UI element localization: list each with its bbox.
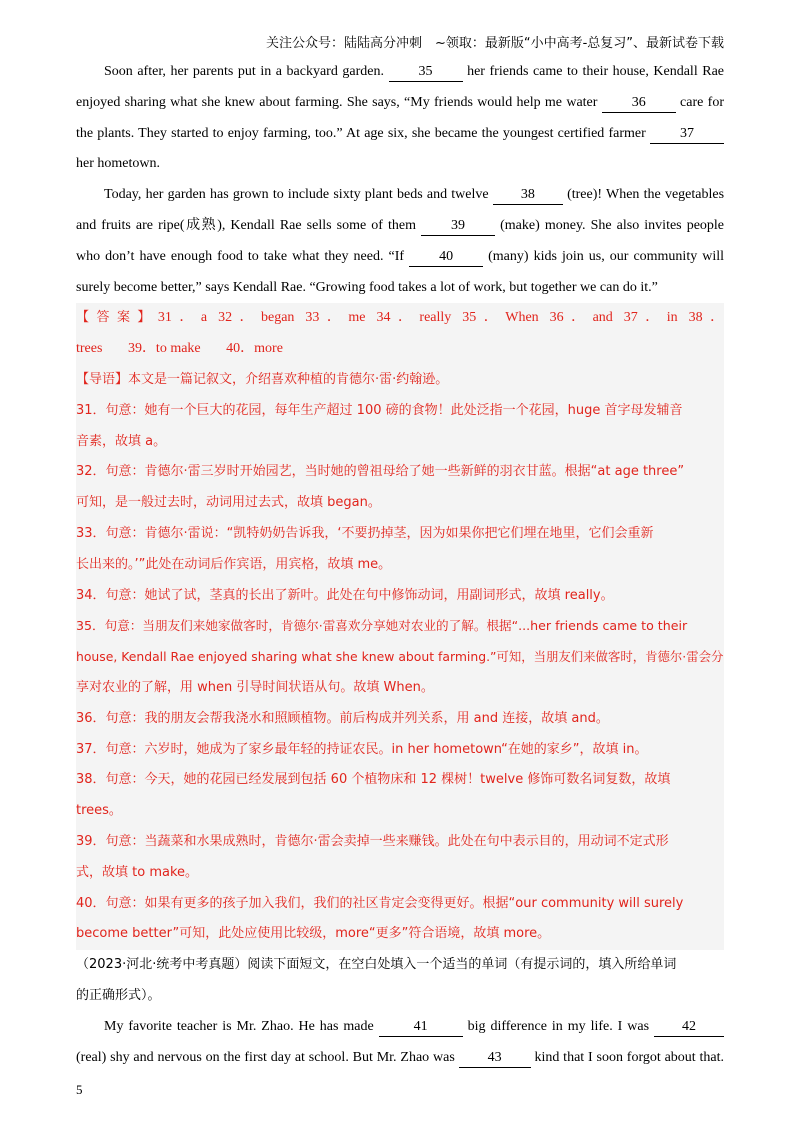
- answer-line: trees 39．to make 40．more: [76, 341, 283, 357]
- answer-line: 【答案】31．a 32．began 33．me 34．really 35．When 36．and 37．in 38．: [76, 310, 725, 326]
- guide-line: 【导语】本文是一篇记叙文，介绍喜欢种植的肯德尔·雷·约翰逊。: [76, 371, 449, 387]
- passage-line: her hometown.: [76, 156, 160, 172]
- instruction-line: （2023·河北·统考中考真题）阅读下面短文，在空白处填入一个适当的单词（有提示词的，填入所给单词: [76, 957, 677, 973]
- instruction-line: 的正确形式）。: [76, 987, 161, 1003]
- blank-36[interactable]: 36: [602, 94, 676, 113]
- explain-line: 31．句意：她有一个巨大的花园，每年生产超过 100 磅的食物！此处泛指一个花园，huge 首字母发辅音: [76, 402, 683, 418]
- explain-line: 40．句意：如果有更多的孩子加入我们，我们的社区肯定会变得更好。根据“our community will surely: [76, 895, 684, 911]
- answer-section: [76, 303, 724, 950]
- explain-line: 35．句意：当朋友们来她家做客时，肯德尔·雷喜欢分享她对农业的了解。根据“...her friends came to their: [76, 618, 688, 634]
- blank-38[interactable]: 38: [493, 186, 563, 205]
- explain-line: 38．句意：今天，她的花园已经发展到包括 60 个植物床和 12 棵树！twelve 修饰可数名词复数，故填: [76, 772, 671, 788]
- explain-line: 可知，是一般过去时，动词用过去式，故填 began。: [76, 495, 381, 511]
- blank-41[interactable]: 41: [379, 1018, 463, 1037]
- explain-line: 32．句意：肯德尔·雷三岁时开始园艺，当时她的曾祖母给了她一些新鲜的羽衣甘蓝。根据“at age three”: [76, 464, 685, 480]
- explain-line: 式，故填 to make。: [76, 864, 199, 880]
- explain-line: become better”可知，此处应使用比较级，more“更多”符合语境，故填 more。: [76, 926, 551, 942]
- blank-35[interactable]: 35: [389, 63, 463, 82]
- document-body: [76, 57, 724, 1073]
- explain-line: 34．句意：她试了试，茎真的长出了新叶。此处在句中修饰动词，用副词形式，故填 really。: [76, 587, 614, 603]
- passage-line: My favorite teacher is Mr. Zhao. He has made 41 big difference in my life. I was 42: [76, 1012, 724, 1043]
- explain-line: trees。: [76, 803, 122, 819]
- passage-line: who don’t have enough food to take what they need. “If 40 (many) kids join us, our community will: [76, 242, 724, 273]
- passage-line: Soon after, her parents put in a backyard garden. 35 her friends came to their house, Kendall Rae: [76, 57, 724, 88]
- explain-line: 享对农业的了解，用 when 引导时间状语从句。故填 When。: [76, 679, 434, 695]
- explain-line: 33．句意：肯德尔·雷说：“凯特奶奶告诉我，‘不要扔掉茎，因为如果你把它们埋在地里，它们会重新: [76, 525, 654, 541]
- passage-line: (real) shy and nervous on the first day at school. But Mr. Zhao was 43 kind that I soon forgot about that.: [76, 1043, 724, 1074]
- page-header: 关注公众号：陆陆高分冲刺 ~领取：最新版“小中高考-总复习”、最新试卷下载: [265, 36, 724, 51]
- passage-line: Today, her garden has grown to include sixty plant beds and twelve 38 (tree)! When the vegetables: [76, 180, 724, 211]
- explain-line: 39．句意：当蔬菜和水果成熟时，肯德尔·雷会卖掉一些来赚钱。此处在句中表示目的，用动词不定式形: [76, 833, 669, 849]
- blank-40[interactable]: 40: [409, 248, 483, 267]
- passage-line: and fruits are ripe(成熟), Kendall Rae sells some of them 39 (make) money. She also invites people: [76, 211, 724, 242]
- explain-line: house, Kendall Rae enjoyed sharing what she knew about farming.”可知，当朋友们来做客时，肯德尔·雷会分: [76, 649, 724, 665]
- passage-line: the plants. They started to enjoy farming, too.” At age six, she became the youngest certified farmer 37: [76, 119, 724, 150]
- passage-line: surely become better,” says Kendall Rae. “Growing food takes a lot of work, but together we can do it.”: [76, 279, 658, 295]
- blank-43[interactable]: 43: [459, 1049, 531, 1068]
- explain-line: 长出来的。’”此处在动词后作宾语，用宾格，故填 me。: [76, 556, 392, 572]
- passage-line: enjoyed sharing what she knew about farming. She says, “My friends would help me water 36 care for: [76, 88, 724, 119]
- explain-line: 37．句意：六岁时，她成为了家乡最年轻的持证农民。in her hometown“在她的家乡”，故填 in。: [76, 741, 648, 757]
- explain-line: 音素，故填 a。: [76, 433, 167, 449]
- explain-line: 36．句意：我的朋友会帮我浇水和照顾植物。前后构成并列关系，用 and 连接，故填 and。: [76, 710, 609, 726]
- blank-37[interactable]: 37: [650, 125, 724, 144]
- page-number: 5: [76, 1082, 83, 1097]
- blank-42[interactable]: 42: [654, 1018, 724, 1037]
- blank-39[interactable]: 39: [421, 217, 495, 236]
